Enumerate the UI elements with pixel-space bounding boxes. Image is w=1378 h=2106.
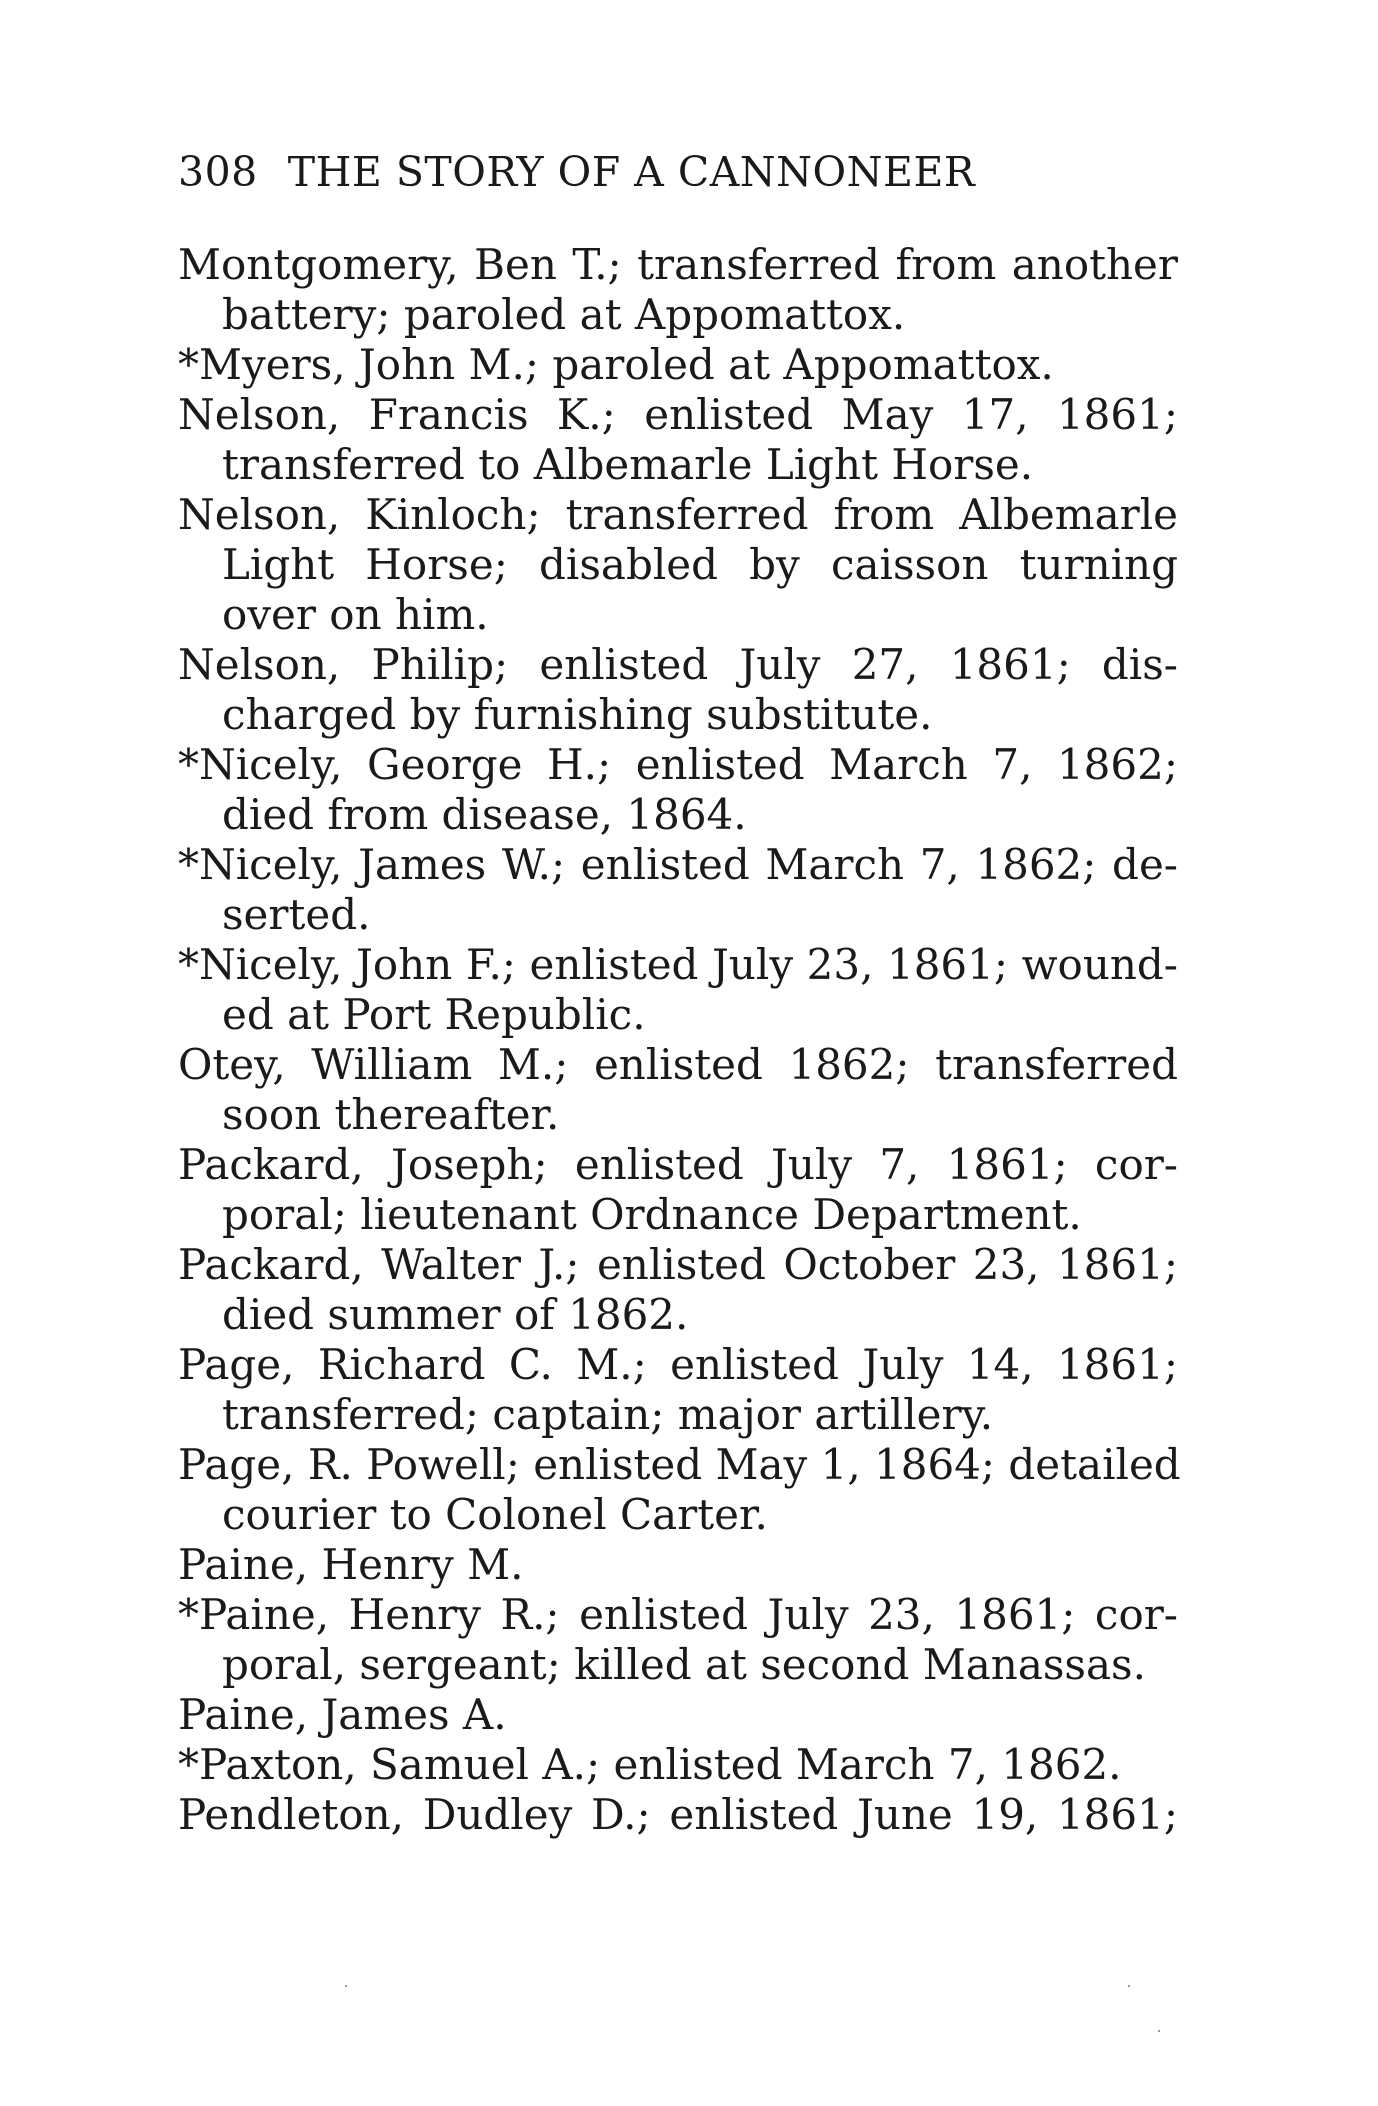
entry-first-line: Packard, Joseph; enlisted July 7, 1861; cor- [178, 1140, 1178, 1189]
entry-first-line: Otey, William M.; enlisted 1862; transferred [178, 1040, 1178, 1089]
roster-entry [178, 390, 1178, 490]
entry-first-line: *Myers, John M.; paroled at Appomattox. [178, 340, 1054, 389]
entry-continuation-line: serted. [222, 890, 371, 939]
running-title: THE STORY OF A CANNONEER [287, 148, 976, 196]
entry-first-line: Page, R. Powell; enlisted May 1, 1864; detailed [178, 1440, 1181, 1489]
roster-entry [178, 1140, 1178, 1240]
roster-entry [178, 1540, 1178, 1590]
entry-continuation-line: courier to Colonel Carter. [222, 1490, 768, 1539]
entry-first-line: *Paxton, Samuel A.; enlisted March 7, 1862. [178, 1740, 1122, 1789]
running-header [178, 148, 976, 196]
entry-first-line: Pendleton, Dudley D.; enlisted June 19, 1861; [178, 1790, 1178, 1839]
entry-first-line: Packard, Walter J.; enlisted October 23, 1861; [178, 1240, 1178, 1289]
entry-continuation-line: poral; lieutenant Ordnance Department. [222, 1190, 1082, 1239]
entry-continuation-line: died summer of 1862. [222, 1290, 689, 1339]
roster-entry [178, 1040, 1178, 1140]
entry-continuation-line: poral, sergeant; killed at second Manassas. [222, 1640, 1146, 1689]
roster-entry [178, 1790, 1178, 1840]
entry-first-line: Page, Richard C. M.; enlisted July 14, 1861; [178, 1340, 1178, 1389]
entry-continuation-line: Light Horse; disabled by caisson turning [222, 540, 1178, 589]
entry-continuation-line: soon thereafter. [222, 1090, 560, 1139]
page-number: 308 [178, 148, 258, 196]
entry-continuation-line: transferred to Albemarle Light Horse. [222, 440, 1034, 489]
scan-speck [345, 1985, 347, 1987]
roster-entry [178, 1590, 1178, 1690]
roster-entry [178, 1740, 1178, 1790]
entry-first-line: Paine, James A. [178, 1690, 507, 1739]
entry-first-line: *Paine, Henry R.; enlisted July 23, 1861; cor- [178, 1590, 1178, 1639]
entry-first-line: Paine, Henry M. [178, 1540, 524, 1589]
roster-entry [178, 1440, 1181, 1540]
roster-entries [178, 240, 1181, 1840]
entry-first-line: Nelson, Philip; enlisted July 27, 1861; dis- [178, 640, 1178, 689]
roster-entry [178, 940, 1178, 1040]
entry-first-line: *Nicely, James W.; enlisted March 7, 1862; de- [178, 840, 1178, 889]
roster-entry [178, 1340, 1178, 1440]
roster-entry [178, 740, 1178, 840]
roster-entry [178, 340, 1178, 390]
scan-speck [1128, 1985, 1130, 1987]
roster-entry [178, 240, 1178, 340]
entry-first-line: *Nicely, George H.; enlisted March 7, 1862; [178, 740, 1178, 789]
entry-continuation-line: ed at Port Republic. [222, 990, 646, 1039]
entry-continuation-line: transferred; captain; major artillery. [222, 1390, 994, 1439]
entry-first-line: Montgomery, Ben T.; transferred from another [178, 240, 1178, 289]
entry-first-line: *Nicely, John F.; enlisted July 23, 1861; wound- [178, 940, 1178, 989]
entry-continuation-line: over on him. [222, 590, 489, 639]
scan-speck [1158, 2030, 1160, 2032]
entry-continuation-line: died from disease, 1864. [222, 790, 747, 839]
entry-continuation-line: charged by furnishing substitute. [222, 690, 933, 739]
roster-entry [178, 1690, 1178, 1740]
roster-entry [178, 840, 1178, 940]
roster-entry [178, 640, 1178, 740]
entry-continuation-line: battery; paroled at Appomattox. [222, 290, 906, 339]
entry-first-line: Nelson, Kinloch; transferred from Albemarle [178, 490, 1178, 539]
roster-entry [178, 490, 1178, 640]
entry-first-line: Nelson, Francis K.; enlisted May 17, 1861; [178, 390, 1178, 439]
roster-entry [178, 1240, 1178, 1340]
